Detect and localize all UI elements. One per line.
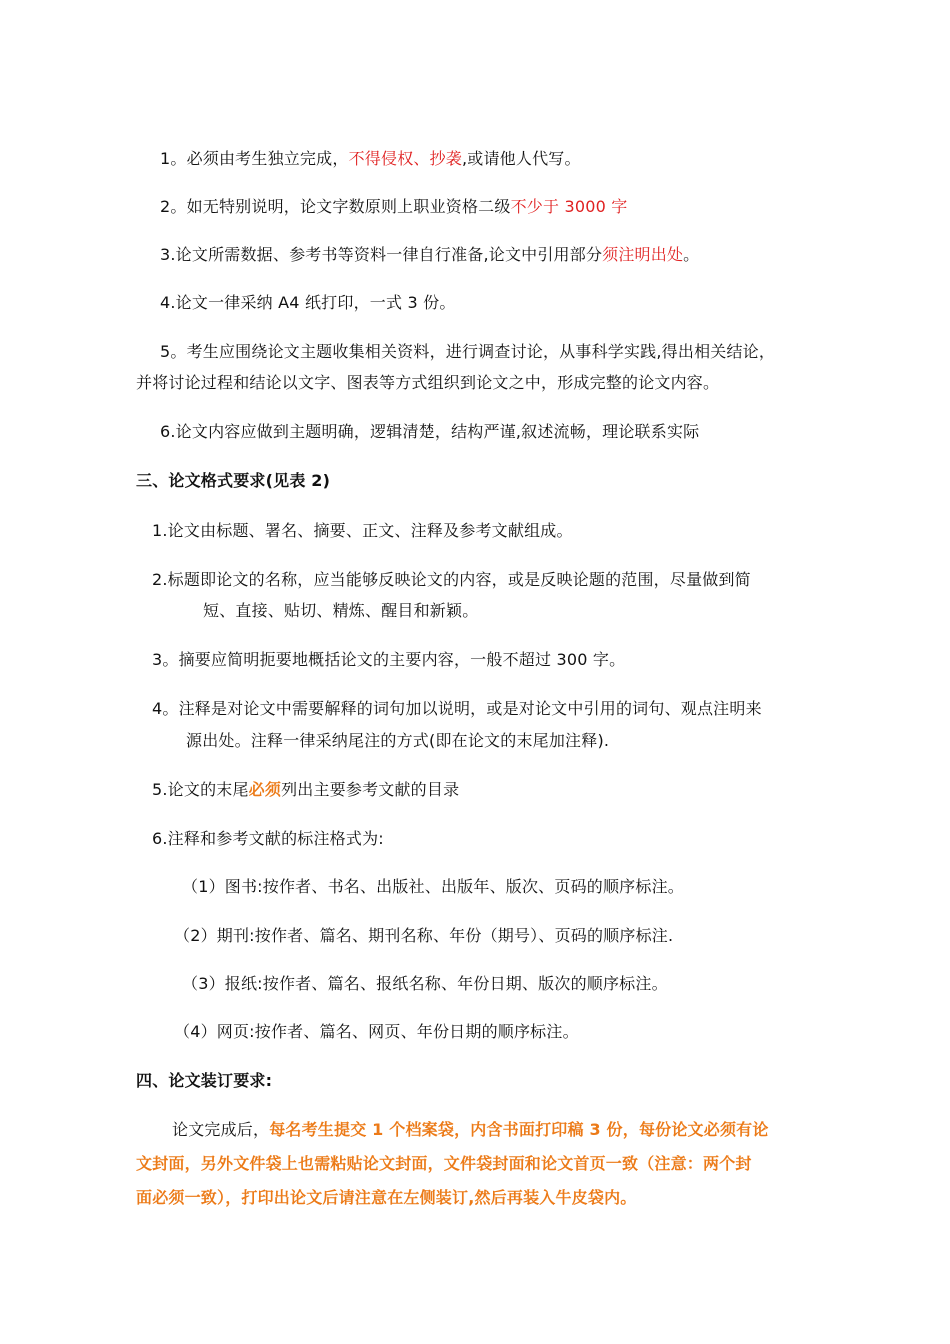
format-item-2-line1: 2.标题即论文的名称，应当能够反映论文的内容，或是反映论题的范围，尽量做到简 <box>152 570 751 589</box>
binding-paragraph-line2: 文封面，另外文件袋上也需粘贴论文封面，文件袋封面和论文首页一致（注意：两个封 <box>136 1154 752 1173</box>
requirement-item-5-line1: 5。考生应围绕论文主题收集相关资料，进行调查讨论，从事科学实践,得出相关结论， <box>160 342 776 361</box>
requirement-item-5-line2: 并将讨论过程和结论以文字、图表等方式组织到论文之中，形成完整的论文内容。 <box>136 373 720 392</box>
requirement-item-6 <box>160 421 699 443</box>
section-heading-format: 三、论文格式要求(见表 2) <box>136 471 331 490</box>
paragraph-lead: 论文完成后， <box>172 1120 270 1139</box>
emphasis-orange: 每名考生提交 1 个档案袋，内含书面打印稿 3 份，每份论文必须有论 <box>269 1120 769 1139</box>
format-item-1: 1.论文由标题、署名、摘要、正文、注释及参考文献组成。 <box>152 521 573 540</box>
emphasis-red: 须注明出处 <box>602 245 684 264</box>
item-text: 2。如无特别说明，论文字数原则上职业资格二级 <box>160 197 511 216</box>
requirement-item-1 <box>160 148 581 170</box>
item-text: 1。必须由考生独立完成， <box>160 149 349 168</box>
emphasis-orange: 必须 <box>248 780 282 799</box>
item-text: 5.论文的末尾 <box>152 780 249 799</box>
item-text: 3.论文所需数据、参考书等资料一律自行准备,论文中引用部分 <box>160 245 603 264</box>
format-item-6: 6.注释和参考文献的标注格式为: <box>152 829 384 848</box>
item-text: ,或请他人代写。 <box>462 149 581 168</box>
item-text: 列出主要参考文献的目录 <box>281 780 460 799</box>
format-item-3: 3。摘要应简明扼要地概括论文的主要内容，一般不超过 300 字。 <box>152 650 626 669</box>
format-sub-item-4: （4）网页:按作者、篇名、网页、年份日期的顺序标注。 <box>174 1022 579 1041</box>
requirement-item-4 <box>160 292 456 314</box>
item-text: 4.论文一律采纳 A4 纸打印，一式 3 份。 <box>160 293 456 312</box>
binding-paragraph-line3: 面必须一致），打印出论文后请注意在左侧装订,然后再装入牛皮袋内。 <box>136 1188 637 1207</box>
item-text: 6.论文内容应做到主题明确，逻辑清楚，结构严谨,叙述流畅，理论联系实际 <box>160 422 700 441</box>
format-sub-item-2: （2）期刊:按作者、篇名、期刊名称、年份（期号）、页码的顺序标注. <box>174 926 674 945</box>
format-sub-item-1: （1）图书:按作者、书名、出版社、出版年、版次、页码的顺序标注。 <box>182 877 684 896</box>
item-text: 。 <box>683 245 700 264</box>
format-item-2-line2: 短、直接、贴切、精炼、醒目和新颖。 <box>203 601 479 620</box>
format-item-4-line1: 4。注释是对论文中需要解释的词句加以说明，或是对论文中引用的词句、观点注明来 <box>152 699 762 718</box>
format-item-5 <box>152 779 459 801</box>
emphasis-red: 不得侵权、抄袭 <box>348 149 462 168</box>
requirement-item-3 <box>160 244 699 266</box>
format-item-4-line2: 源出处。注释一律采纳尾注的方式(即在论文的末尾加注释). <box>186 731 610 750</box>
section-heading-binding: 四、论文装订要求: <box>136 1071 273 1090</box>
requirement-item-2 <box>160 196 628 218</box>
binding-paragraph-line1 <box>172 1119 769 1141</box>
format-sub-item-3: （3）报纸:按作者、篇名、报纸名称、年份日期、版次的顺序标注。 <box>182 974 668 993</box>
emphasis-red: 不少于 3000 字 <box>510 197 628 216</box>
